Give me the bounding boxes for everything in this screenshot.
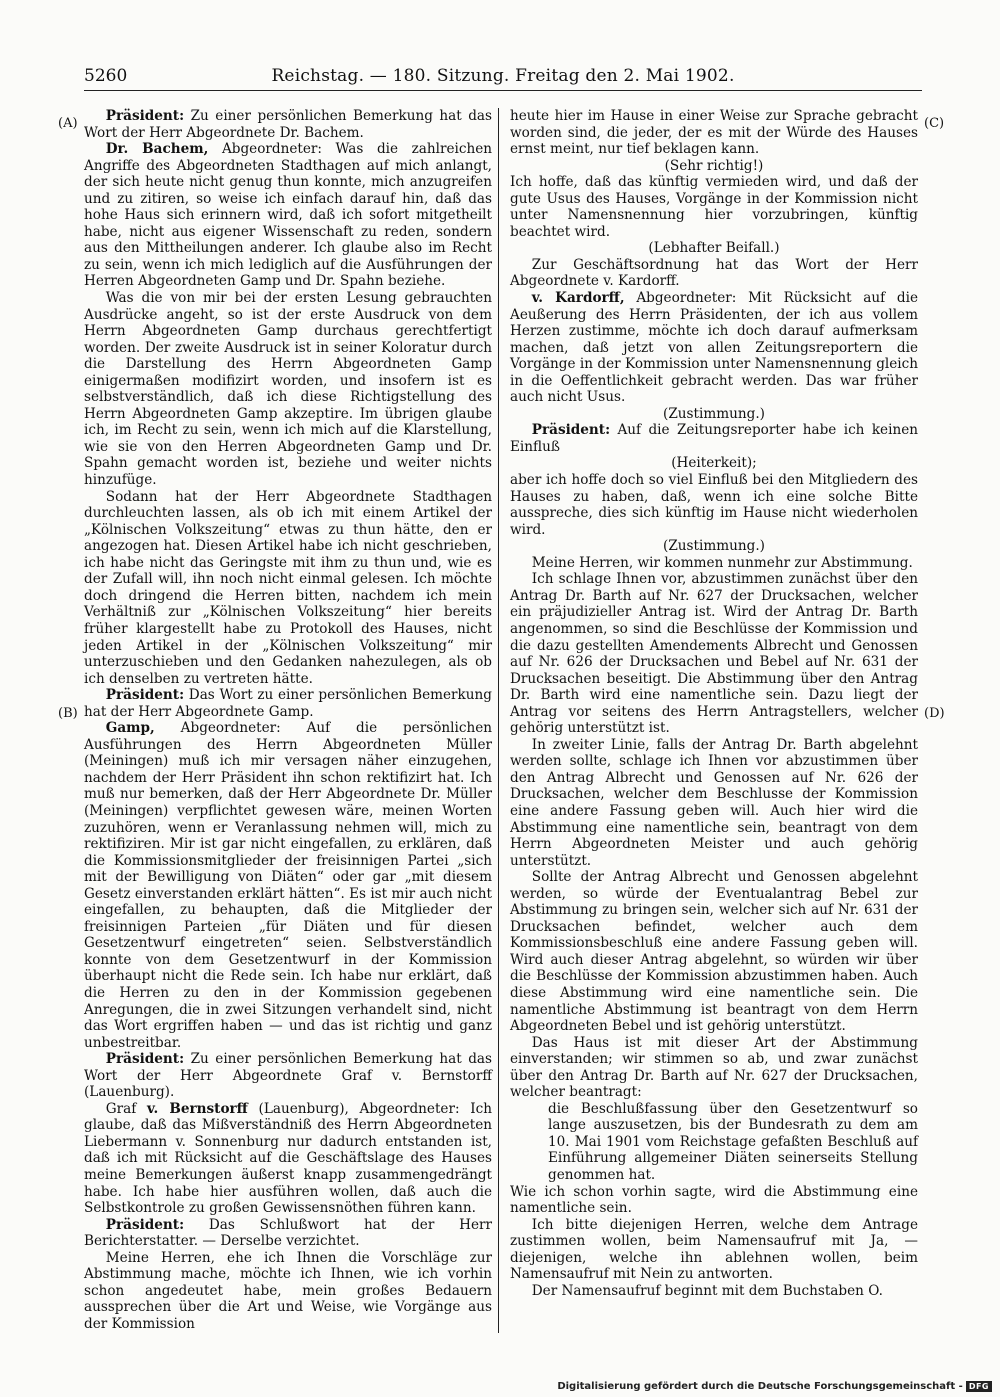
- paragraph-text: Das Haus ist mit dieser Art der Abstimmung einverstanden; wir stimmen so ab, und zwar zunächst über den Antrag Dr. Barth auf Nr. 627 der Drucksachen, welcher beantragt:: [510, 1034, 918, 1101]
- speaker-name: Präsident:: [105, 687, 185, 704]
- paragraph-text: (Lauenburg), Abgeordneter: Ich glaube, daß das Mißverständniß des Herrn Abgeordneten Liebermann v. Sonnenburg nur dadurch entstanden ist, daß ich mit Rücksicht auf die Geschäftslage des Hauses meine Bemerkungen äußerst knapp zusammengedrängt habe. Ich habe hier ausführen wollen, daß auch die Selbstkontrole zu großen Gewissensnöthen führen kann.: [84, 1100, 492, 1217]
- interjection: (Zustimmung.): [663, 405, 765, 422]
- left-column: [84, 108, 492, 1332]
- paragraph: [84, 141, 492, 290]
- paragraph: [510, 1217, 918, 1283]
- page-title: Reichstag. — 180. Sitzung. Freitag den 2. Mai 1902.: [271, 66, 735, 86]
- speaker-name: Präsident:: [105, 1216, 185, 1233]
- paragraph: [510, 1184, 918, 1217]
- paragraph: [84, 720, 492, 1051]
- paragraph: [84, 489, 492, 688]
- paragraph: [84, 1217, 492, 1250]
- paragraph: [84, 108, 492, 141]
- paragraph-text: Zur Geschäftsordnung hat das Wort der Herr Abgeordnete v. Kardorff.: [510, 256, 918, 290]
- speaker-name: Präsident:: [105, 108, 185, 124]
- paragraph: [84, 687, 492, 720]
- speaker-name: v. Bernstorff: [146, 1100, 248, 1117]
- margin-mark-a: (A): [58, 116, 78, 131]
- speaker-prefix: Graf: [105, 1100, 137, 1117]
- paragraph-text: Zu einer persönlichen Bemerkung hat das Wort der Herr Abgeordnete Graf v. Bernstorff (Lauenburg).: [84, 1051, 492, 1101]
- margin-mark-c: (C): [924, 116, 945, 131]
- interjection: (Sehr richtig!): [664, 157, 764, 174]
- paragraph-text: In zweiter Linie, falls der Antrag Dr. Barth abgelehnt werden sollte, schlage ich Ihnen vor abzustimmen über den Antrag Albrecht und Genossen auf Nr. 626 der Drucksachen, welcher dem Beschlusse der Kommission eine andere Fassung geben will. Auch hier wird die Abstimmung eine namentliche sein, beantragt von dem Herrn Abgeordneten Meister und auch gehörig unterstützt.: [510, 736, 918, 869]
- paragraph-text: Abgeordneter: Auf die persönlichen Ausführungen des Herrn Abgeordneten Müller (Meiningen) muß ich mir versagen näher einzugehen, nachdem der Herr Präsident ihn schon rektifizirt hat. Ich muß nur bemerken, daß der Herr Abgeordnete Dr. Müller (Meiningen) verpflichtet gewesen wäre, meinen Worten zuzuhören, wenn er Veranlassung nehmen will, mich zu rektifiziren. Mir ist gar nicht eingefallen, zu erklären, daß die Kommissionsmitglieder der freisinnigen Partei „sich mit der Bewilligung von Diäten“ oder gar „mit diesem Gesetz einverstanden erklärt hätten“. Es ist mir auch nicht eingefallen, zu behaupten, daß die Mitglieder der freisinnigen Parteien „für Diäten und für diesen Gesetzentwurf eingetreten“ seien. Selbstverständlich konnte von dem Gesetzentwurf in der Kommission überhaupt nicht die Rede sein. Ich habe nur erklärt, daß die Herren zu den in der Kommission gegebenen Anregungen, die in zwei Sitzungen verhandelt sind, nicht das Wort ergriffen haben — und das ist richtig und ganz unbestreitbar.: [84, 720, 493, 1051]
- paragraph: [510, 257, 918, 290]
- paragraph-text: Ich hoffe, daß das künftig vermieden wird, und daß der gute Usus des Hauses, Vorgänge in der Kommission nicht unter Namensnennung hier vorzubringen, künftig beachtet wird.: [510, 174, 918, 240]
- interjection: (Heiterkeit);: [671, 455, 757, 472]
- paragraph-text: Meine Herren, wir kommen nunmehr zur Abstimmung.: [531, 554, 913, 571]
- speaker-name: Gamp,: [105, 720, 155, 737]
- paragraph: [510, 174, 918, 240]
- paragraph: [510, 737, 918, 869]
- paragraph: [510, 422, 918, 455]
- paragraph: [510, 108, 918, 158]
- margin-mark-d: (D): [924, 706, 945, 721]
- footer-text: Digitalisierung gefördert durch die Deutsche Forschungsgemeinschaft -: [557, 1381, 963, 1392]
- paragraph-text: Sodann hat der Herr Abgeordnete Stadthagen durchleuchten lassen, als ob ich mit einem Artikel der „Kölnischen Volkszeitung“ etwas zu thun hätte, den er angezogen hat. Diesen Artikel habe ich nicht geschrieben, ich habe nicht das Geringste mit ihm zu thun und, wie es der Zufall will, ihn noch nicht einmal gelesen. Ich möchte doch dringend die Herren bitten, nachdem ich mein Verhältniß zur „Kölnischen Volkszeitung“ hier bereits früher klargestellt habe zu Protokoll des Hauses, nicht jeden Artikel in der „Kölnischen Volkszeitung“ mir unterzuschieben und den Gedanken nahezulegen, als ob ich denselben zu vertreten hätte.: [84, 488, 492, 687]
- margin-mark-b: (B): [58, 706, 78, 721]
- interjection: (Zustimmung.): [663, 538, 765, 555]
- paragraph-text: Sollte der Antrag Albrecht und Genossen abgelehnt werden, so würde der Eventualantrag Bebel zur Abstimmung zu bringen sein, welcher sich auf Nr. 631 der Drucksachen befindet, welcher auch dem Kommissionsbeschluß eine andere Fassung geben will. Wird auch dieser Antrag abgelehnt, so würden wir über die Beschlüsse der Kommission abzustimmen haben. Auch diese Abstimmung wird eine namentliche sein. Die namentliche Abstimmung ist beantragt von dem Herrn Abgeordneten Bebel und ist gehörig unterstützt.: [510, 869, 918, 1035]
- paragraph-text: Zu einer persönlichen Bemerkung hat das Wort der Herr Abgeordnete Dr. Bachem.: [84, 108, 492, 141]
- page-number: 5260: [84, 66, 128, 86]
- paragraph: [84, 290, 492, 489]
- dfg-logo: DFG: [966, 1381, 992, 1392]
- paragraph: [510, 555, 918, 572]
- page-header: [84, 66, 922, 91]
- column-divider: [498, 108, 499, 1333]
- speaker-name: Präsident:: [531, 422, 611, 439]
- paragraph-text: heute hier im Hause in einer Weise zur Sprache gebracht worden sind, die jeder, der es mit der Würde des Hauses ernst meint, nur tief beklagen kann.: [510, 108, 918, 158]
- paragraph-text: Das Schlußwort hat der Herr Berichterstatter. — Derselbe verzichtet.: [84, 1216, 492, 1250]
- paragraph: [84, 1051, 492, 1101]
- paragraph: [510, 472, 918, 538]
- paragraph-text: Ich bitte diejenigen Herren, welche dem Antrage zustimmen wollen, beim Namensaufruf mit Ja, — diejenigen, welche ihn ablehnen wollen, beim Namensaufruf mit Nein zu antworten.: [510, 1216, 918, 1283]
- paragraph-text: Auf die Zeitungsreporter habe ich keinen Einfluß: [510, 422, 919, 455]
- quoted-motion: die Beschlußfassung über den Gesetzentwurf so lange auszusetzen, bis der Bundesrath zu dem am 10. Mai 1901 vom Reichstage gefaßten Beschluß auf Einführung allgemeiner Diäten seinerseits Stellung genommen hat.: [548, 1100, 918, 1183]
- paragraph-text: Abgeordneter: Mit Rücksicht auf die Aeußerung des Herrn Präsidenten, der ich aus vollem Herzen zustimme, möchte ich doch darauf aufmerksam machen, daß jetzt von allen Zeitungsreportern die Vorgänge in der Kommission unter Namensnennung gleich in die Oeffentlichkeit gebracht werden. Das war früher auch nicht Usus.: [510, 290, 919, 406]
- speaker-name: Dr. Bachem,: [105, 141, 209, 158]
- paragraph-text: aber ich hoffe doch so viel Einfluß bei den Mitgliedern des Hauses zu haben, daß, wenn ich eine solche Bitte ausspreche, dies sich künftig im Hause nicht wiederholen wird.: [510, 472, 918, 538]
- paragraph: [84, 1250, 492, 1333]
- paragraph: [510, 290, 918, 406]
- paragraph-text: Abgeordneter: Was die zahlreichen Angriffe des Abgeordneten Stadthagen auf mich anlangt, der sich heute nicht genug thun konnte, mich anzugreifen und zu zitiren, so weise ich einfach darauf hin, daß das hohe Haus sich erinnern wird, daß ich sofort mitgetheilt habe, nicht aus eigener Wissenschaft zu reden, sondern aus den Mittheilungen anderer. Ich glaube also im Recht zu sein, wenn ich mich lediglich auf die Ausführungen der Herren Abgeordneten Gamp und Dr. Spahn beziehe.: [84, 141, 493, 290]
- paragraph: [510, 1283, 918, 1300]
- speaker-name: Präsident:: [105, 1051, 185, 1068]
- paragraph: [510, 571, 918, 736]
- paragraph: [510, 869, 918, 1034]
- paragraph-text: Ich schlage Ihnen vor, abzustimmen zunächst über den Antrag Dr. Barth auf Nr. 627 der Drucksachen, welcher ein präjudizieller Antrag ist. Wird der Antrag Dr. Barth angenommen, so sind die Beschlüsse der Kommission und die dazu gestellten Amendements Albrecht und Genossen auf Nr. 626 der Drucksachen und Bebel auf Nr. 631 der Drucksachen beseitigt. Die Abstimmung über den Antrag Dr. Barth wird eine namentliche sein. Dazu liegt der Antrag vor seitens des Herrn Antragstellers, welcher gehörig unterstützt ist.: [510, 571, 918, 737]
- paragraph-text: Der Namensaufruf beginnt mit dem Buchstaben O.: [531, 1282, 883, 1299]
- paragraph: [510, 1035, 918, 1101]
- paragraph-text: Wie ich schon vorhin sagte, wird die Abstimmung eine namentliche sein.: [510, 1183, 918, 1217]
- paragraph: [84, 1101, 492, 1217]
- paragraph-text: Was die von mir bei der ersten Lesung gebrauchten Ausdrücke angeht, so ist der erste Ausdruck von dem Herrn Abgeordneten Gamp durchaus gerechtfertigt worden. Der zweite Ausdruck ist in seiner Koloratur durch die Darstellung des Herrn Abgeordneten Gamp einigermaßen modifizirt worden, und insofern ist es selbstverständlich, daß ich diese Richtigstellung des Herrn Abgeordneten Gamp akzeptire. Im übrigen glaube ich, im Recht zu sein, wenn ich mich auf die Klarstellung, wie sie von den Herren Abgeordneten Gamp und Dr. Spahn gemacht worden ist, beziehe und weiter nichts hinzufüge.: [84, 290, 492, 489]
- paragraph-text: Das Wort zu einer persönlichen Bemerkung hat der Herr Abgeordnete Gamp.: [84, 687, 492, 720]
- interjection: (Lebhafter Beifall.): [648, 240, 780, 257]
- right-column: [510, 108, 918, 1299]
- paragraph-text: Meine Herren, ehe ich Ihnen die Vorschläge zur Abstimmung mache, möchte ich Ihnen, wie ich vorhin schon angedeutet habe, mein großes Bedauern aussprechen über die Art und Weise, wie Vorgänge aus der Kommission: [84, 1249, 492, 1332]
- footer-credit: [557, 1381, 992, 1392]
- speaker-name: v. Kardorff,: [531, 290, 625, 307]
